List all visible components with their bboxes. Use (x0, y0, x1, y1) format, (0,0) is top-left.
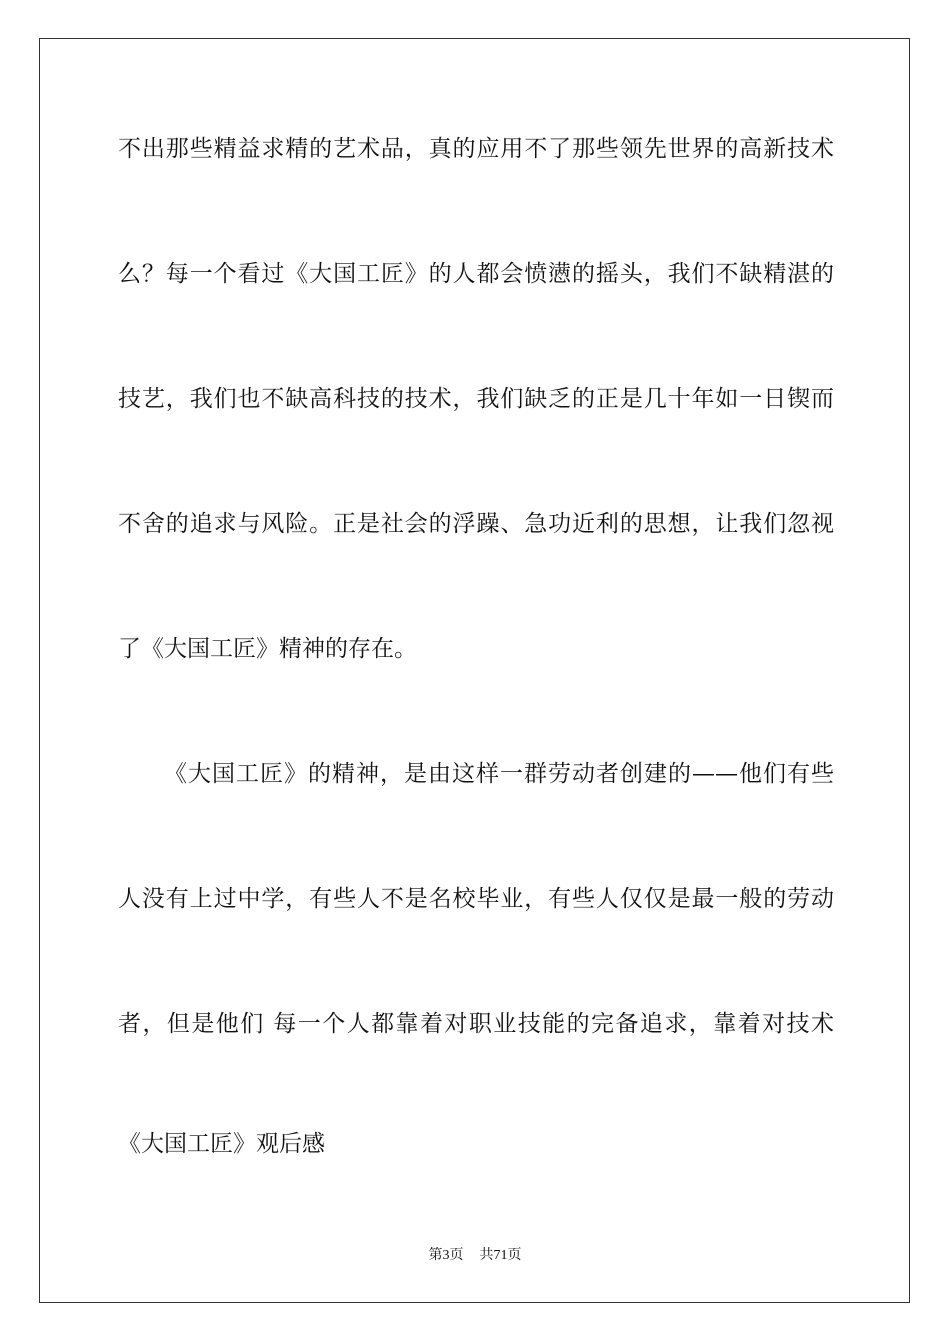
body-text-line: 了《大国工匠》精神的存在。 (118, 636, 417, 662)
page-border (39, 38, 910, 1303)
body-text-line: 者，但是他们 每一个人都靠着对职业技能的完备追求，靠着对技术 (118, 1011, 834, 1037)
body-text-line: 不舍的追求与风险。正是社会的浮躁、急功近利的思想，让我们忽视 (118, 511, 834, 537)
paragraph-first-line: 《大国工匠》的精神，是由这样一群劳动者创建的——他们有些 (164, 761, 834, 787)
body-text-line: 人没有上过中学，有些人不是名校毕业，有些人仅仅是最一般的劳动 (118, 886, 834, 912)
page-number: 第3页 (428, 1248, 464, 1263)
document-title-line: 《大国工匠》观后感 (118, 1131, 325, 1157)
page-footer (0, 1246, 950, 1266)
total-pages: 共71页 (479, 1248, 522, 1263)
body-text-line: 技艺，我们也不缺高科技的技术，我们缺乏的正是几十年如一日锲而 (118, 386, 834, 412)
body-text-line: 不出那些精益求精的艺术品，真的应用不了那些领先世界的高新技术 (118, 136, 834, 162)
body-text-line: 么？每一个看过《大国工匠》的人都会愤懑的摇头，我们不缺精湛的 (118, 261, 834, 287)
